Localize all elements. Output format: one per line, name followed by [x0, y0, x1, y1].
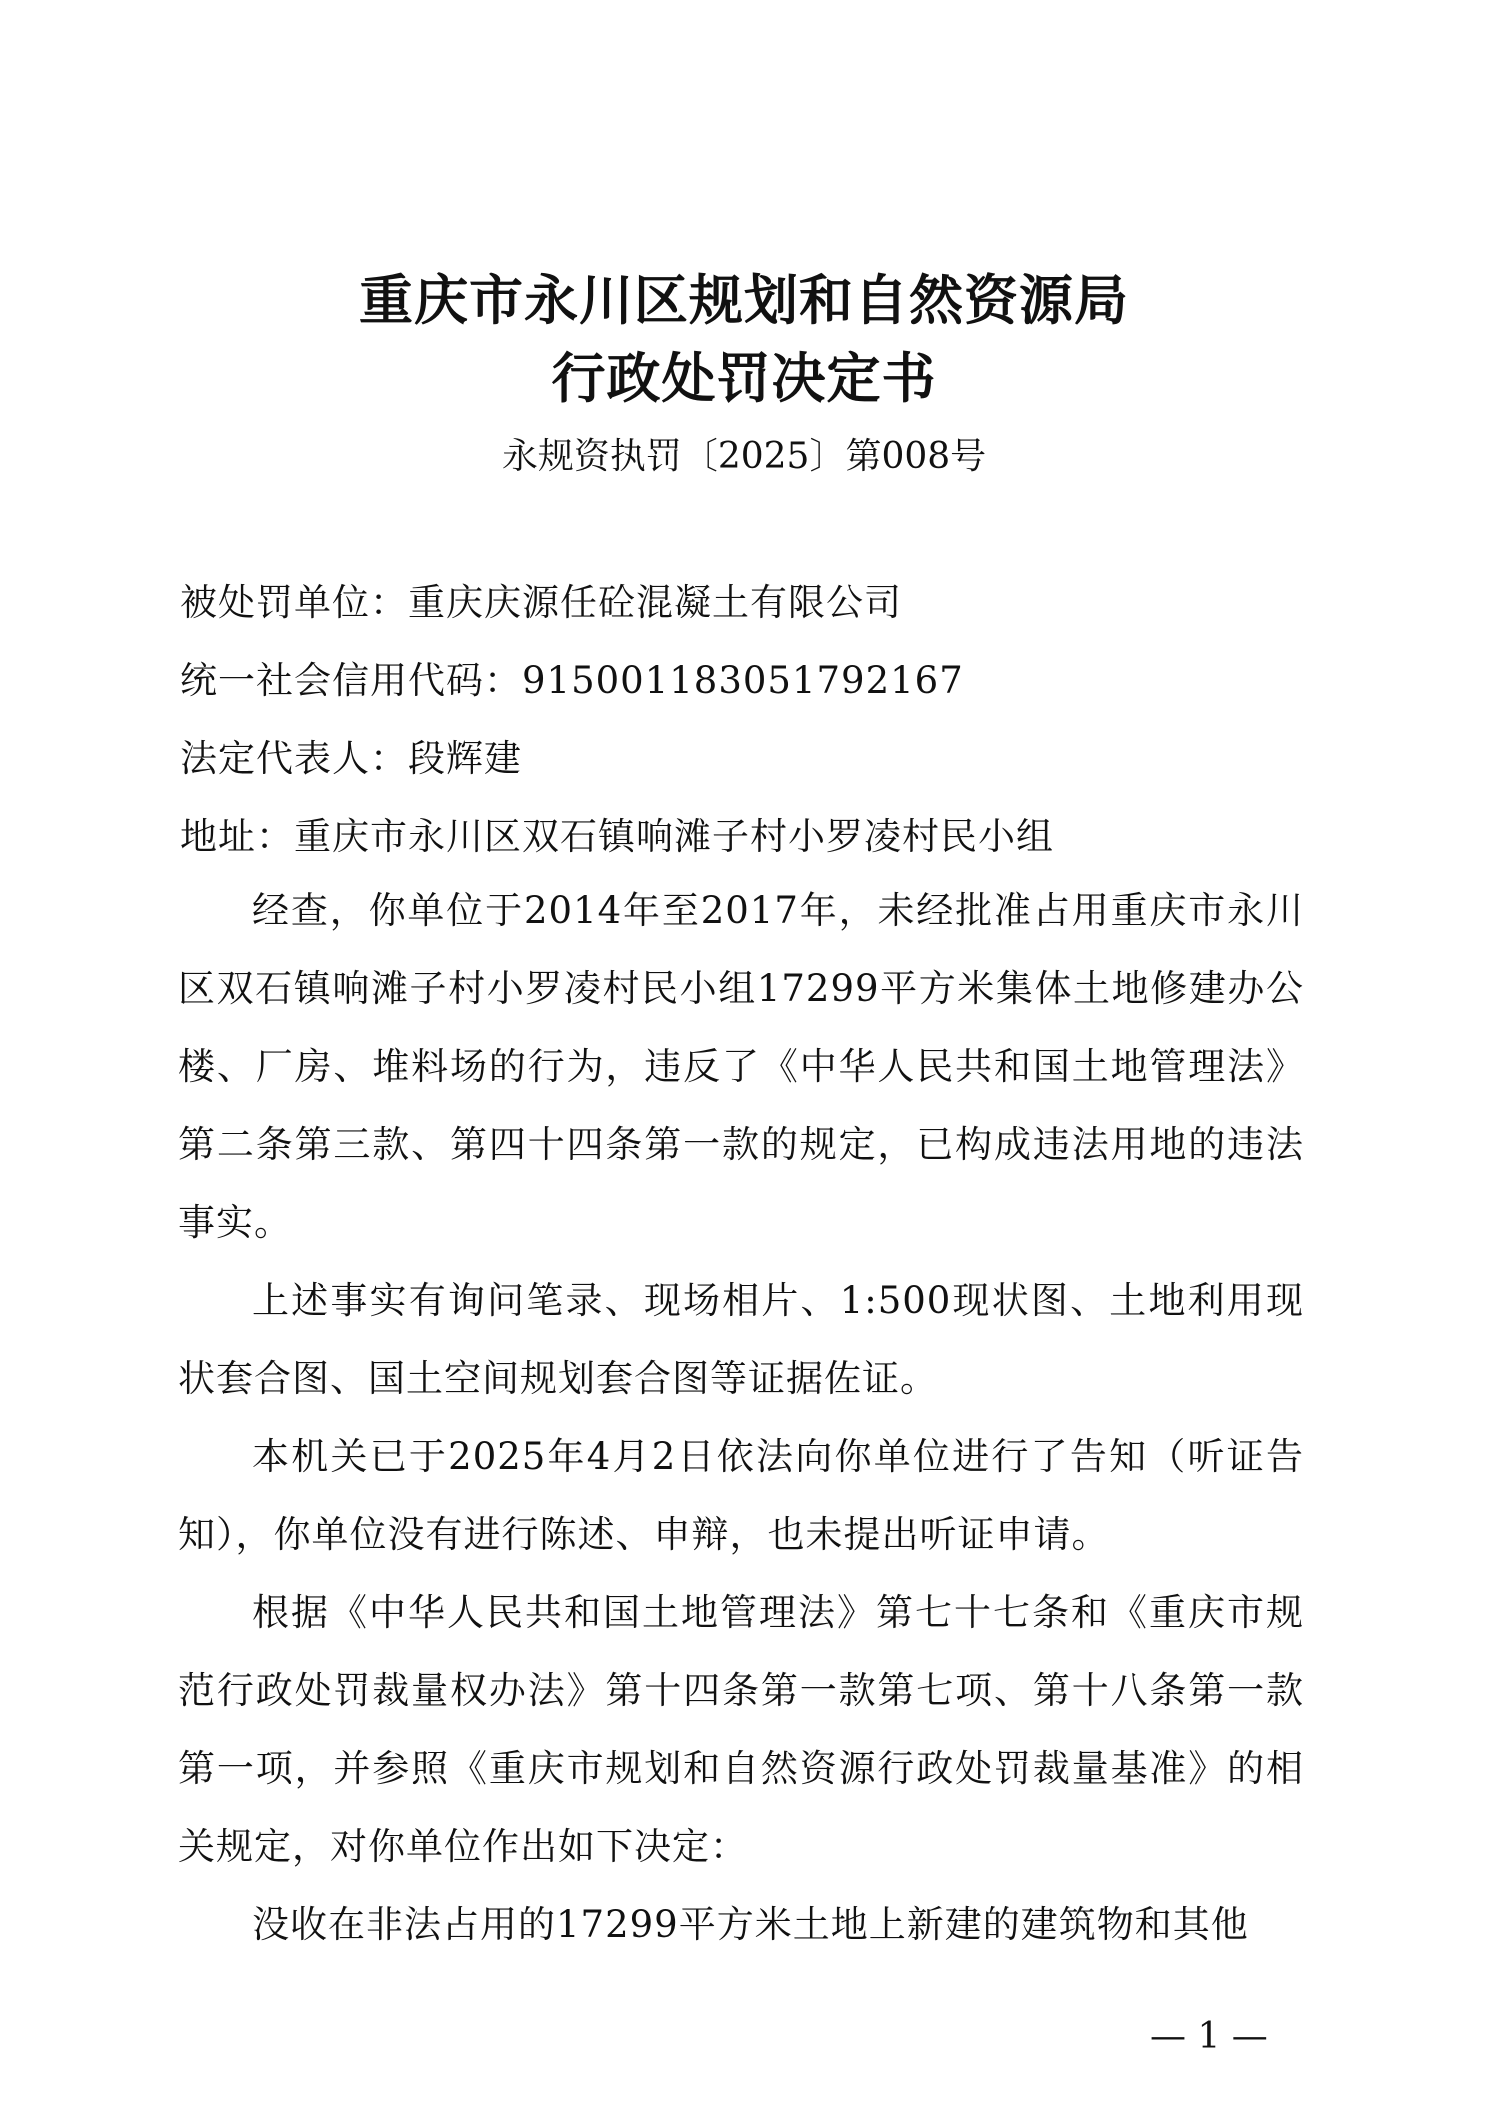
page-number: — 1 —	[1150, 2016, 1268, 2057]
document-title-line-1: 重庆市永川区规划和自然资源局	[359, 269, 1129, 332]
credit-code: 统一社会信用代码：915001183051792167	[180, 659, 964, 702]
paragraph-notification: 本机关已于2025年4月2日依法向你单位进行了告知（听证告知），你单位没有进行陈述、申辩，也未提出听证申请。	[178, 1435, 1304, 1556]
paragraph-decision: 没收在非法占用的17299平方米土地上新建的建筑物和其他	[252, 1903, 1249, 1946]
legal-representative: 法定代表人：段辉建	[180, 737, 522, 780]
paragraph-legal-basis: 根据《中华人民共和国土地管理法》第七十七条和《重庆市规范行政处罚裁量权办法》第十四条第一款第七项、第十八条第一款第一项，并参照《重庆市规划和自然资源行政处罚裁量基准》的相关规定，对你单位作出如下决定：	[178, 1591, 1304, 1868]
document-title-line-2: 行政处罚决定书	[551, 347, 937, 410]
paragraph-investigation: 经查，你单位于2014年至2017年，未经批准占用重庆市永川区双石镇响滩子村小罗凌村民小组17299平方米集体土地修建办公楼、厂房、堆料场的行为，违反了《中华人民共和国土地管理法》第二条第三款、第四十四条第一款的规定，已构成违法用地的违法事实。	[178, 889, 1304, 1244]
penalized-unit: 被处罚单位：重庆庆源任砼混凝土有限公司	[180, 581, 902, 624]
address: 地址：重庆市永川区双石镇响滩子村小罗凌村民小组	[180, 815, 1054, 858]
paragraph-evidence: 上述事实有询问笔录、现场相片、1:500现状图、土地利用现状套合图、国土空间规划套合图等证据佐证。	[178, 1279, 1304, 1400]
document-number: 永规资执罚〔2025〕第008号	[501, 436, 987, 477]
